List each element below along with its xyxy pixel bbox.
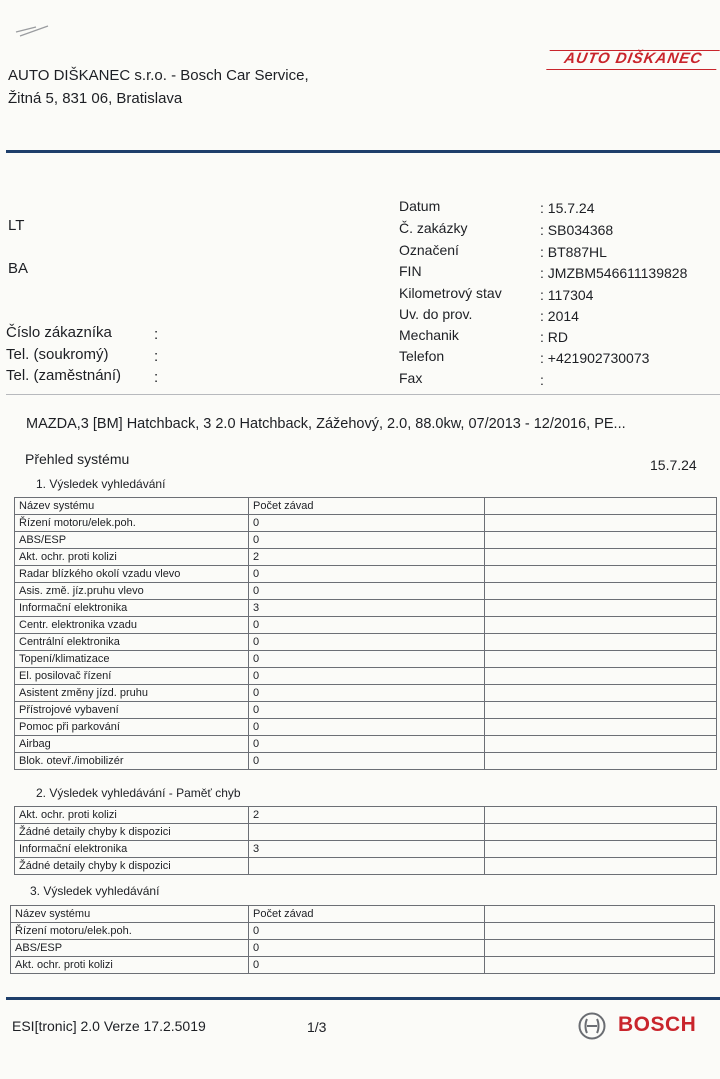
fault-system: Akt. ochr. proti kolizi — [15, 807, 249, 824]
handwritten-mark — [14, 22, 54, 38]
tel-work-sep: : — [154, 369, 159, 386]
section-1-table — [14, 497, 717, 770]
system-name: El. posilovač řízení — [15, 668, 249, 685]
section-2-table — [14, 806, 717, 875]
fault-count: 0 — [249, 940, 485, 957]
fault-detail: Žádné detaily chyby k dispozici — [15, 858, 249, 875]
fault-count: 0 — [249, 634, 485, 651]
system-name: Asistent změny jízd. pruhu — [15, 685, 249, 702]
system-name: ABS/ESP — [11, 940, 249, 957]
info-value: : 2014 — [540, 308, 579, 324]
info-value: : BT887HL — [540, 244, 607, 260]
table-row — [15, 532, 717, 549]
fault-detail: Žádné detaily chyby k dispozici — [15, 824, 249, 841]
table-row — [15, 841, 717, 858]
fault-count: 0 — [249, 668, 485, 685]
fault-count: 0 — [249, 532, 485, 549]
system-name: Pomoc při parkování — [15, 719, 249, 736]
empty-cell — [485, 906, 715, 923]
empty-cell — [485, 685, 717, 702]
info-label: Telefon — [399, 348, 445, 364]
fault-count: 0 — [249, 753, 485, 770]
fault-count: 0 — [249, 651, 485, 668]
system-name: Akt. ochr. proti kolizi — [11, 957, 249, 974]
empty-cell — [485, 858, 717, 875]
overview-date: 15.7.24 — [650, 457, 697, 473]
table-row — [15, 719, 717, 736]
fault-system: Informační elektronika — [15, 841, 249, 858]
fault-count: 0 — [249, 617, 485, 634]
empty-cell — [485, 566, 717, 583]
auto-diskanec-logo: AUTO DIŠKANEC — [546, 50, 720, 70]
system-name: Radar blízkého okolí vzadu vlevo — [15, 566, 249, 583]
table-row — [15, 566, 717, 583]
table-row — [15, 634, 717, 651]
empty-cell — [485, 532, 717, 549]
empty-cell — [485, 923, 715, 940]
info-label: FIN — [399, 263, 422, 279]
company-line-1: AUTO DIŠKANEC s.r.o. - Bosch Car Service, — [8, 67, 309, 84]
info-value: : 117304 — [540, 287, 594, 303]
bosch-armature-icon — [578, 1012, 606, 1040]
header-divider — [6, 150, 720, 153]
system-name: Řízení motoru/elek.poh. — [15, 515, 249, 532]
fault-count: 0 — [249, 702, 485, 719]
system-name: Blok. otevř./imobilizér — [15, 753, 249, 770]
table-row — [11, 923, 715, 940]
customer-number-label: Číslo zákazníka — [6, 324, 112, 341]
fault-count: 0 — [249, 923, 485, 940]
info-label: Č. zakázky — [399, 220, 468, 236]
customer-lt: LT — [8, 217, 25, 234]
table-row — [15, 668, 717, 685]
empty-cell — [485, 736, 717, 753]
table-row — [15, 600, 717, 617]
table-row — [15, 549, 717, 566]
section-3-title: 3. Výsledek vyhledávání — [30, 884, 160, 898]
customer-ba: BA — [8, 260, 29, 277]
tel-private-sep: : — [154, 348, 159, 365]
fault-count: 0 — [249, 566, 485, 583]
info-value: : — [540, 372, 544, 388]
fault-count: 0 — [249, 736, 485, 753]
fault-count — [249, 858, 485, 875]
fault-count: 0 — [249, 719, 485, 736]
system-name: Řízení motoru/elek.poh. — [11, 923, 249, 940]
header-faults: Počet závad — [249, 498, 485, 515]
empty-cell — [485, 841, 717, 858]
fault-count: 0 — [249, 515, 485, 532]
system-name: Centr. elektronika vzadu — [15, 617, 249, 634]
system-name: Centrální elektronika — [15, 634, 249, 651]
empty-cell — [485, 940, 715, 957]
table-row — [15, 858, 717, 875]
system-name: Asis. změ. jíz.pruhu vlevo — [15, 583, 249, 600]
info-label: Fax — [399, 370, 423, 386]
empty-cell — [485, 583, 717, 600]
info-label: Označení — [399, 242, 459, 258]
system-name: Airbag — [15, 736, 249, 753]
company-line-2: Žitná 5, 831 06, Bratislava — [8, 90, 183, 107]
header-system: Název systému — [15, 498, 249, 515]
empty-cell — [485, 807, 717, 824]
empty-cell — [485, 549, 717, 566]
empty-cell — [485, 824, 717, 841]
section-2-title: 2. Výsledek vyhledávání - Paměť chyb — [36, 786, 241, 800]
fault-count: 0 — [249, 957, 485, 974]
empty-cell — [485, 702, 717, 719]
info-label: Kilometrový stav — [399, 285, 502, 301]
tel-private-label: Tel. (soukromý) — [6, 346, 109, 363]
table-row — [15, 702, 717, 719]
empty-cell — [485, 957, 715, 974]
empty-cell — [485, 634, 717, 651]
section-1-title: 1. Výsledek vyhledávání — [36, 477, 166, 491]
info-label: Datum — [399, 198, 441, 214]
bosch-logo-text: BOSCH — [618, 1013, 697, 1036]
fault-count: 3 — [249, 600, 485, 617]
fault-count: 3 — [249, 841, 485, 858]
empty-cell — [485, 600, 717, 617]
table-row — [11, 940, 715, 957]
fault-count — [249, 824, 485, 841]
empty-cell — [485, 651, 717, 668]
info-value: : RD — [540, 329, 568, 345]
info-value: : 15.7.24 — [540, 200, 595, 216]
empty-cell — [485, 515, 717, 532]
table-row — [15, 515, 717, 532]
table-row — [15, 685, 717, 702]
system-name: ABS/ESP — [15, 532, 249, 549]
footer-divider — [6, 997, 720, 1000]
thin-divider — [6, 394, 720, 395]
vehicle-description: MAZDA,3 [BM] Hatchback, 3 2.0 Hatchback, Zážehový, 2.0, 88.0kw, 07/2013 - 12/2016, PE... — [26, 416, 626, 432]
empty-cell — [485, 668, 717, 685]
empty-cell — [485, 617, 717, 634]
overview-title: Přehled systému — [25, 451, 130, 467]
table-row — [15, 736, 717, 753]
table-row — [15, 824, 717, 841]
header-faults: Počet závad — [249, 906, 485, 923]
table-row — [11, 957, 715, 974]
info-label: Mechanik — [399, 327, 459, 343]
section-3-table — [10, 905, 715, 974]
empty-cell — [485, 753, 717, 770]
customer-number-sep: : — [154, 326, 159, 343]
table-row — [15, 617, 717, 634]
empty-cell — [485, 498, 717, 515]
table-row — [15, 753, 717, 770]
fault-count: 0 — [249, 583, 485, 600]
system-name: Topení/klimatizace — [15, 651, 249, 668]
empty-cell — [485, 719, 717, 736]
table-header-row — [11, 906, 715, 923]
table-row — [15, 651, 717, 668]
fault-count: 2 — [249, 549, 485, 566]
info-label: Uv. do prov. — [399, 306, 473, 322]
fault-count: 2 — [249, 807, 485, 824]
info-value: : +421902730073 — [540, 350, 650, 366]
header-system: Název systému — [11, 906, 249, 923]
fault-count: 0 — [249, 685, 485, 702]
table-row — [15, 807, 717, 824]
table-header-row — [15, 498, 717, 515]
software-version: ESI[tronic] 2.0 Verze 17.2.5019 — [12, 1018, 206, 1034]
system-name: Informační elektronika — [15, 600, 249, 617]
system-name: Akt. ochr. proti kolizi — [15, 549, 249, 566]
info-value: : JMZBM546611139828 — [540, 265, 688, 281]
system-name: Přístrojové vybavení — [15, 702, 249, 719]
page-number: 1/3 — [307, 1019, 327, 1035]
tel-work-label: Tel. (zaměstnání) — [6, 367, 122, 384]
info-value: : SB034368 — [540, 222, 614, 238]
table-row — [15, 583, 717, 600]
